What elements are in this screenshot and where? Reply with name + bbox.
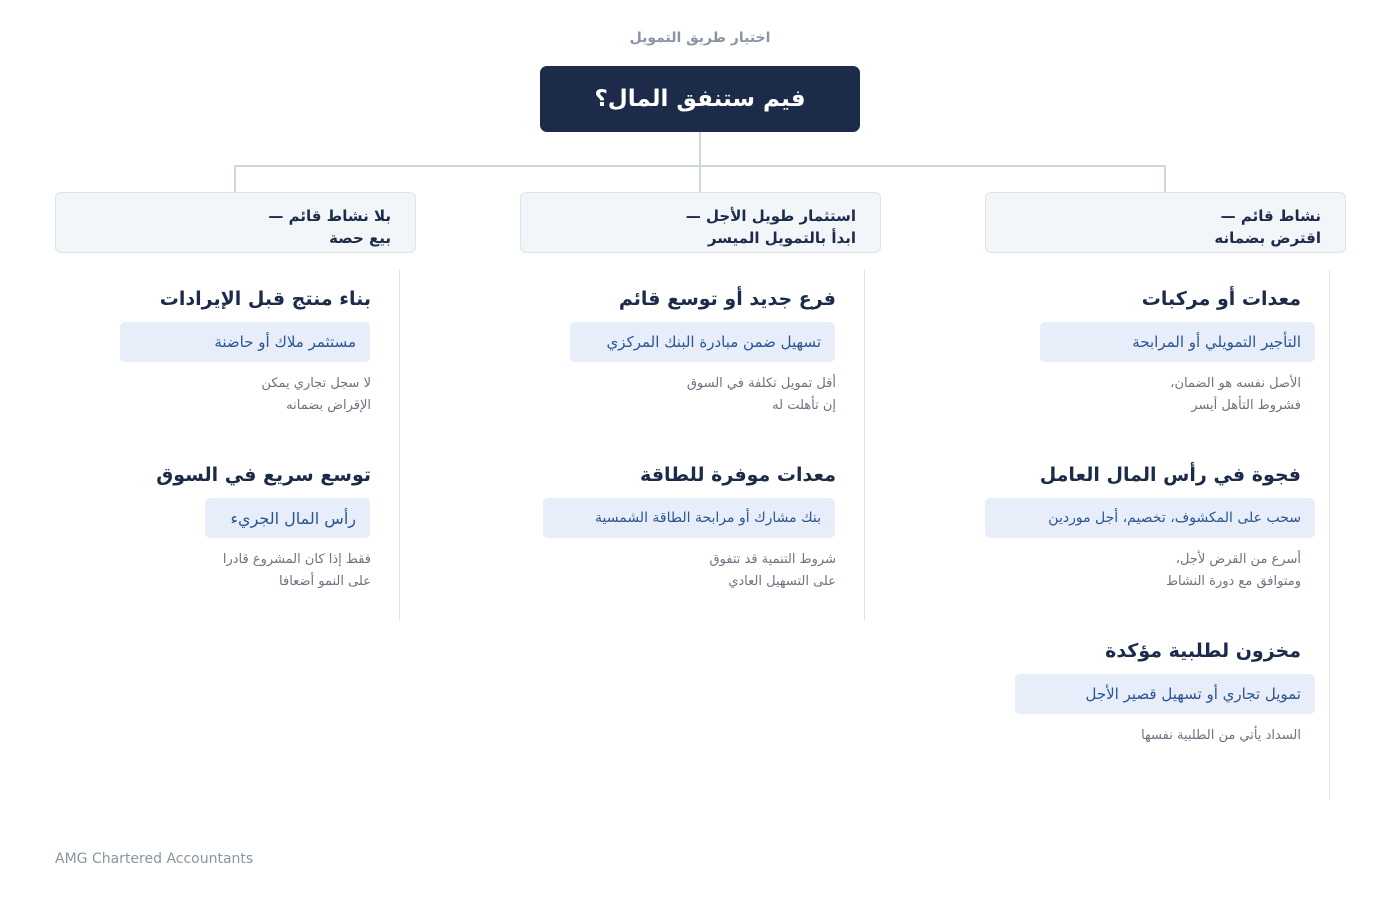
- item-title: فرع جديد أو توسع قائم: [618, 288, 836, 310]
- item-note-line-2: على النمو أضعافا: [279, 574, 371, 589]
- branch-label-line-2: بيع حصة: [329, 229, 391, 247]
- financing-option-label: التأجير التمويلي أو المرابحة: [1132, 333, 1301, 351]
- item-note-line-1: أقل تمويل تكلفة في السوق: [686, 376, 836, 391]
- item-note-line-2: إن تأهلت له: [772, 398, 836, 413]
- financing-option-label: سحب على المكشوف، تخصيم، أجل موردين: [1048, 510, 1301, 526]
- connector-branch-3: [234, 165, 236, 192]
- branch-label-line-2: ابدأ بالتمويل الميسر: [707, 229, 856, 247]
- item-note-line-2: على التسهيل العادي: [728, 574, 836, 589]
- item-note-line-2: فشروط التأهل أيسر: [1191, 398, 1301, 413]
- connector-root-stem: [699, 132, 701, 166]
- root-question-node: [540, 66, 860, 132]
- financing-option-pill: [1040, 322, 1315, 362]
- footer-credit: AMG Chartered Accountants: [55, 851, 254, 867]
- branch-label-line-1: نشاط قائم —: [1220, 207, 1321, 225]
- branch-node-long-term-investment: [520, 192, 881, 253]
- branch-label-line-2: اقترض بضمانه: [1214, 229, 1321, 247]
- item-note-line-1: فقط إذا كان المشروع قادرا: [222, 552, 371, 567]
- financing-option-label: تمويل تجاري أو تسهيل قصير الأجل: [1085, 685, 1301, 703]
- financing-option-pill: [985, 498, 1315, 538]
- financing-option-label: بنك مشارك أو مرابحة الطاقة الشمسية: [595, 510, 821, 526]
- item-title: مخزون لطلبية مؤكدة: [1105, 640, 1301, 662]
- column-divider-3: [399, 270, 400, 620]
- branch-node-existing-business: [985, 192, 1346, 253]
- item-title: معدات موفرة للطاقة: [640, 464, 836, 486]
- branch-label-line-1: استثمار طويل الأجل —: [685, 207, 856, 225]
- item-title: معدات أو مركبات: [1141, 288, 1301, 310]
- item-title: فجوة في رأس المال العامل: [1039, 464, 1301, 486]
- item-note-line-1: السداد يأتي من الطلبية نفسها: [1141, 728, 1301, 743]
- financing-option-label: تسهيل ضمن مبادرة البنك المركزي: [606, 333, 821, 351]
- item-note-line-1: لا سجل تجاري يمكن: [261, 376, 371, 391]
- diagram-supertitle: اختيار طريق التمويل: [629, 30, 771, 46]
- item-note-line-1: أسرع من القرض لأجل،: [1175, 552, 1301, 567]
- financing-option-pill: [205, 498, 370, 538]
- branch-label-line-1: بلا نشاط قائم —: [268, 207, 391, 225]
- root-question-label: فيم ستنفق المال؟: [594, 86, 806, 112]
- financing-option-pill: [543, 498, 835, 538]
- connector-branch-1: [1164, 165, 1166, 192]
- column-divider-1: [1329, 270, 1330, 800]
- column-divider-2: [864, 270, 865, 620]
- branch-node-no-existing-business: [55, 192, 416, 253]
- item-note-line-1: شروط التنمية قد تتفوق: [709, 552, 836, 567]
- financing-option-pill: [120, 322, 370, 362]
- connector-branch-2: [699, 165, 701, 192]
- item-title: توسع سريع في السوق: [156, 464, 371, 486]
- item-note-line-2: الإقراض بضمانه: [286, 398, 371, 413]
- item-title: بناء منتج قبل الإيرادات: [159, 288, 371, 310]
- financing-option-pill: [1015, 674, 1315, 714]
- financing-option-pill: [570, 322, 835, 362]
- item-note-line-2: ومتوافق مع دورة النشاط: [1165, 574, 1301, 589]
- financing-option-label: مستثمر ملاك أو حاضنة: [214, 333, 356, 351]
- item-note-line-1: الأصل نفسه هو الضمان،: [1170, 376, 1301, 391]
- financing-option-label: رأس المال الجريء: [230, 508, 356, 528]
